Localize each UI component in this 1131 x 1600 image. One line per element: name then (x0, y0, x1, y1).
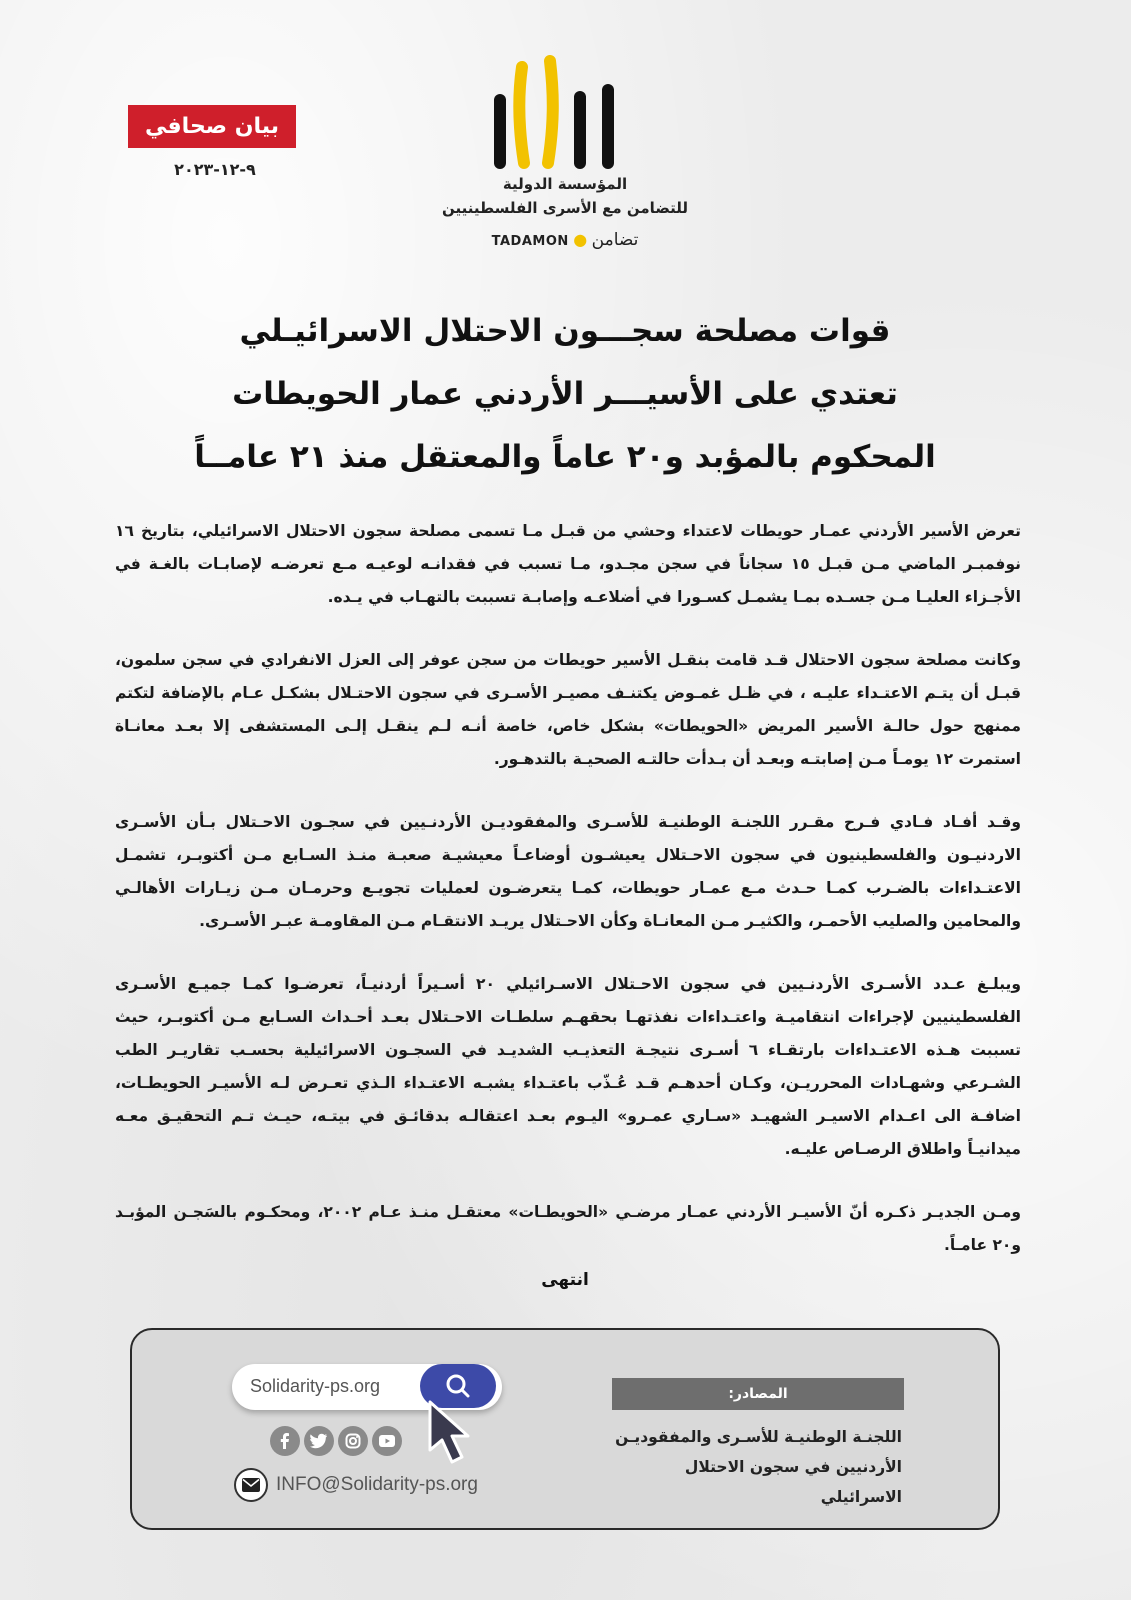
release-date: ٩-١٢-٢٠٢٣ (174, 160, 256, 179)
website-url[interactable]: Solidarity-ps.org (250, 1376, 381, 1396)
twitter-icon[interactable] (304, 1426, 334, 1456)
facebook-icon[interactable] (270, 1426, 300, 1456)
headline (180, 300, 950, 489)
source-line-1: اللجنـة الوطنيـة للأسـرى والمفقوديـن (615, 1428, 902, 1446)
tadamon-logo (490, 55, 630, 170)
youtube-icon[interactable] (372, 1426, 402, 1456)
paragraph-1: تعرض الأسير الأردني عمـار حويطات لاعتداء وحشي من قبـل مـا تسمى مصلحة سجون الاحتلال الاسرائيلي، بتاريخ ١٦ نوفمبـر الماضي مـن قبـل ١٥ سجاناً في سجن مجـدو، مـا تسبب في فقدانـه لوعيـه مـع تعرضـه لإصابـات بالغـة في الأجـزاء العليـا مـن جسـده بمـا يشمـل كسـورا في أضلاعـه وإصابـة تسببت بالتهـاب في يـده. (115, 522, 1021, 606)
sources-title: المصادر: (612, 1378, 904, 1410)
sources-list (602, 1422, 902, 1512)
brand-dot-icon: ● (573, 230, 588, 249)
email-row (234, 1468, 478, 1502)
logo-bar-3 (548, 61, 553, 163)
organization-name (400, 172, 730, 220)
search-icon (445, 1373, 471, 1399)
cursor-pointer-icon (426, 1398, 480, 1468)
paragraph-3: وقـد أفـاد فـادي فـرح مقـرر اللجنـة الوطنيـة للأسـرى والمفقوديـن الأردنـيين في سجـون الاحـتلال بـأن الأسـرى الاردنيـون والفلسطينيون في سجون الاحـتلال يعيشـون أوضاعـاً معيشيـة صعبـة منـذ السـابع مـن أكتوبـر، تشمـل الاعتـداءات بالضـرب كمـا حـدث مـع عمـار حويطات، كمـا يتعرضـون لعمليات تجويـع وحرمـان مـن زيـارات الأهالـي والمحامين والصليب الأحمـر، والكثيـر مـن المعانـاة وكأن الاحـتلال يريـد الانتقـام مـن المقاومـة عبـر الأسـرى. (115, 813, 1021, 930)
paragraph-2: وكانت مصلحة سجون الاحتلال قـد قامت بنقـل الأسير حويطات من سجن عوفر إلى العزل الانفرادي في سجن سلمون، قبـل أن يتـم الاعتـداء عليـه ، في ظـل غمـوض يكتنـف مصيـر الأسـرى في سجون الاحتـلال بشكـل عـام بالإضافة لتكتم ممنهج حول حالـة الأسير المريض «الحويطات» بشكل خاص، خاصة أنـه لـم ينقـل إلـى المستشفى إلا بعـد معانـاة استمرت ١٢ يومـاً مـن إصابتـه وبعـد أن بـدأت حالتـه الصحيـة بالتدهـور. (115, 651, 1021, 768)
instagram-icon[interactable] (338, 1426, 368, 1456)
logo-bar-2 (519, 67, 524, 163)
press-release-badge: بيان صحافي (128, 105, 296, 148)
paragraph-4: ويبلـغ عـدد الأسـرى الأردنـيين في سجون الاحـتلال الاسـرائيلي ٢٠ أسـيراً أردنيـاً، تعرضـوا كمـا جميـع الأسـرى الفلسطينيين لإجراءات انتقاميـة واعتـداءات نفذتهـا بحقهـم سلطـات الاحـتلال بعـد أحـداث السـابع مـن أكتوبـر، حيث تسببت هـذه الاعتـداءات بارتقـاء ٦ أسـرى نتيجـة التعذيـب الشديـد في السجـون الاسرائيلية بحسـب تقاريـر الطب الشـرعي وشهـادات المحرريـن، وكـان أحدهـم قـد عُـذّب باعتـداء يشبـه الاعتـداء الـذي تعـرض لـه الأسيـر الحويطـات، اضافـة الى اعـدام الاسيـر الشهيـد «سـاري عمـرو» اليـوم بعـد اعتقالـه بدقائـق في بيتـه، حيـث تـم التحقيـق معـه ميدانيـاً واطلاق الرصـاص عليـه. (115, 975, 1022, 1158)
mail-icon (234, 1468, 268, 1502)
headline-line-2: تعتدي على الأسيـــر الأردني عمار الحويطات (232, 376, 898, 412)
paragraph-5: ومـن الجديـر ذكـره أنّ الأسيـر الأردني عمـار مرضـي «الحويطـات» معتقـل منـذ عـام ٢٠٠٢، ومحكـوم بالسَجـن المؤبـد و٢٠ عامـاً. (115, 1203, 1021, 1254)
org-name-line1: المؤسسة الدولية (502, 175, 628, 193)
org-name-line2: للتضامن مع الأسرى الفلسطينيين (442, 199, 688, 217)
social-icons (270, 1426, 402, 1456)
brand-ar: تضامن (591, 230, 639, 250)
source-line-2: الأردنيين في سجون الاحتلال الاسرائيلي (684, 1458, 902, 1506)
brand-wordmark (440, 230, 690, 250)
headline-line-3: المحكوم بالمؤبد و٢٠ عاماً والمعتقل منذ ٢١ عامــاً (194, 439, 936, 475)
brand-en: TADAMON (491, 234, 569, 249)
ending-label: انتهى (541, 1270, 589, 1290)
email-address[interactable]: INFO@Solidarity-ps.org (276, 1474, 478, 1495)
headline-line-1: قوات مصلحة سجـــون الاحتلال الاسرائيـلي (239, 313, 891, 349)
article-body (115, 515, 1021, 1262)
footer-contact-box (130, 1328, 1000, 1530)
